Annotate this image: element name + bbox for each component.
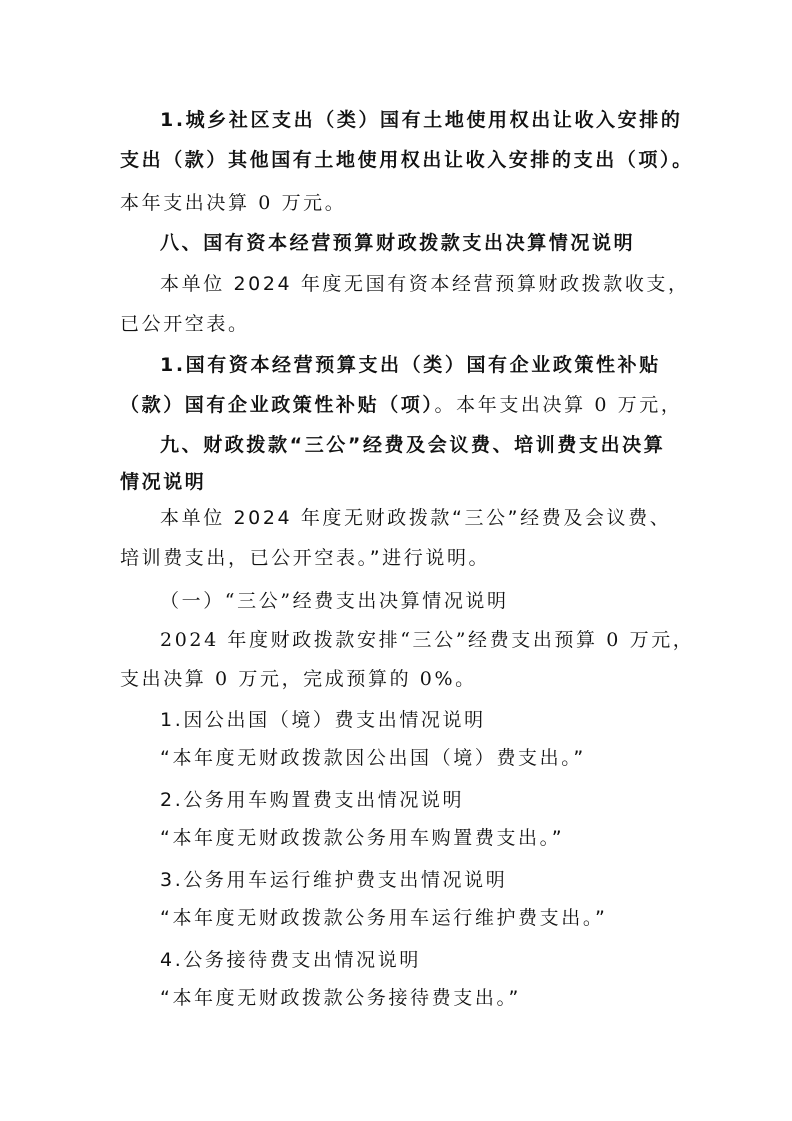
item-heading-1: 1.因公出国（境）费支出情况说明 [160, 709, 486, 731]
item-body-2: “本年度无财政拨款公务用车购置费支出。” [160, 827, 565, 849]
section-heading-9-line-2: 情况说明 [120, 471, 207, 493]
subsection-heading-3: （一）“三公”经费支出决算情况说明 [160, 590, 509, 612]
body-text-line: 培训费支出，已公开空表。”进行说明。 [120, 547, 491, 569]
section-heading-8: 八、国有资本经营预算财政拨款支出决算情况说明 [160, 232, 636, 254]
bold-text-segment: （款）国有企业政策性补贴（项） [120, 394, 435, 416]
body-text-line: 本单位 2024 年度无国有资本经营预算财政拨款收支， [160, 273, 690, 295]
item-heading-2: 2.公务用车购置费支出情况说明 [160, 789, 465, 811]
body-text-line: 本单位 2024 年度无财政拨款“三公”经费及会议费、 [160, 507, 672, 529]
section-heading-9-line-1: 九、财政拨款“三公”经费及会议费、培训费支出决算 [160, 434, 666, 456]
item-heading-4: 4.公务接待费支出情况说明 [160, 949, 421, 971]
item-body-3: “本年度无财政拨款公务用车运行维护费支出。” [160, 907, 608, 929]
normal-text-segment: 。本年支出决算 0 万元， [434, 394, 683, 416]
subsection-heading-1-line-2: 支出（款）其他国有土地使用权出让收入安排的支出（项）。 [120, 149, 694, 171]
body-text-line: 支出决算 0 万元，完成预算的 0%。 [120, 668, 477, 690]
mixed-text-line [120, 392, 682, 418]
subsection-heading-1-line-1: 1.城乡社区支出（类）国有土地使用权出让收入安排的 [160, 109, 683, 131]
item-heading-3: 3.公务用车运行维护费支出情况说明 [160, 869, 508, 891]
subsection-heading-2-line-1: 1.国有资本经营预算支出（类）国有企业政策性补贴 [160, 354, 661, 376]
body-text-line: 已公开空表。 [120, 313, 250, 335]
body-text-line: 2024 年度财政拨款安排“三公”经费支出预算 0 万元， [160, 629, 695, 651]
body-text-line: 本年支出决算 0 万元。 [120, 192, 347, 214]
item-body-4: “本年度无财政拨款公务接待费支出。” [160, 987, 521, 1009]
item-body-1: “本年度无财政拨款因公出国（境）费支出。” [160, 747, 586, 769]
